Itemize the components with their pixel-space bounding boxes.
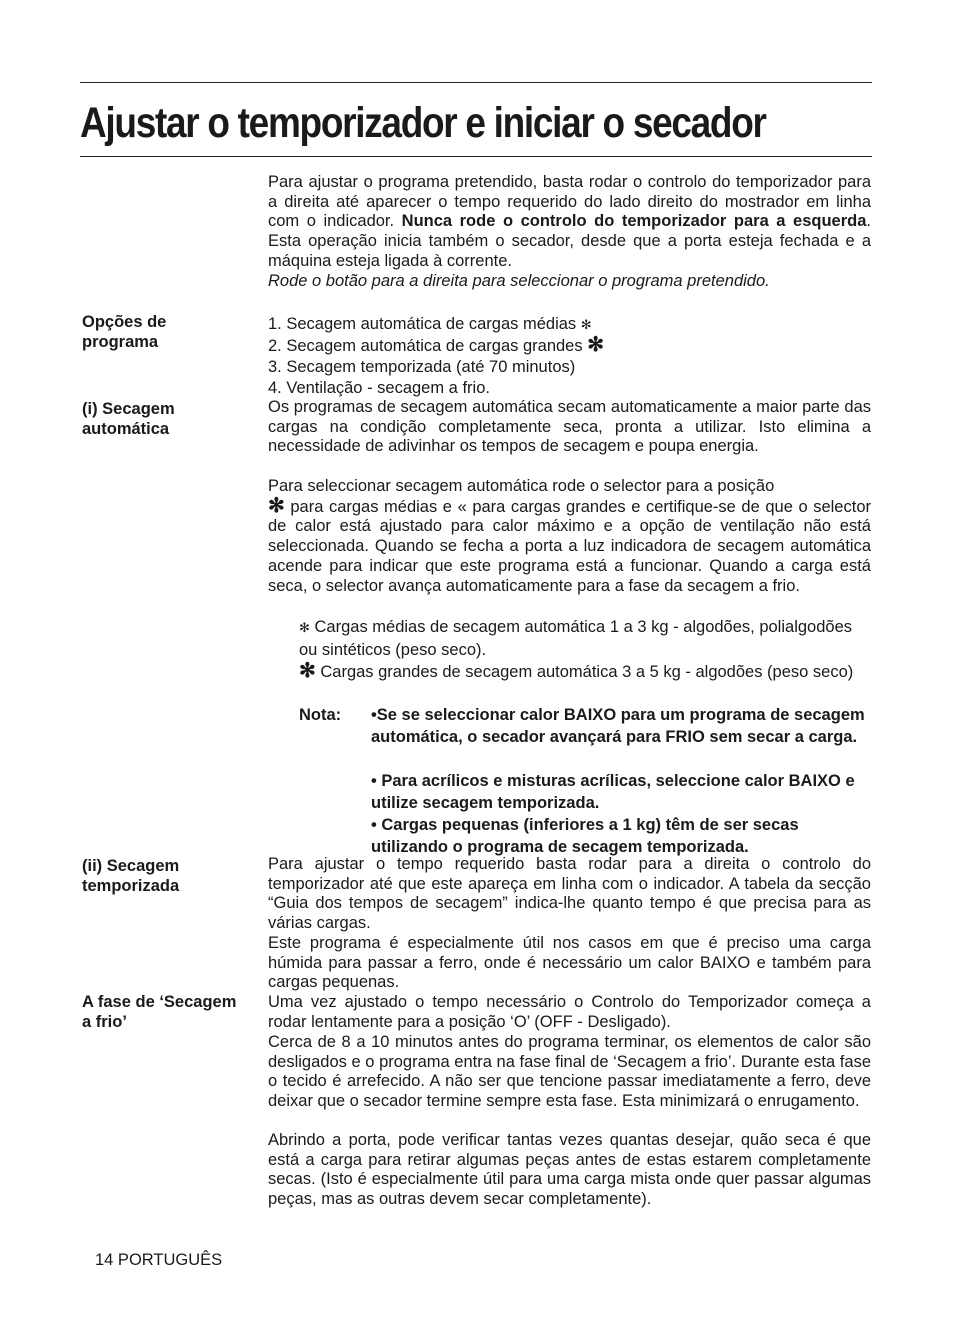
- large-load-icon: ✻: [587, 334, 604, 356]
- auto-paragraph-2: Para seleccionar secagem automática rode o selector para a posição ✻ para cargas médias e « para cargas grandes e certifique-se de que o selector de calor está ajustado para calor máximo e a opção de ventilação não está seleccionada. Quando se fecha a porta a luz indicadora de secagem automática acende para indicar que este programa está a funcionar. Quando a carga está seca, o selector avança automaticamente para a fase da secagem a frio.: [268, 477, 871, 595]
- page-title: Ajustar o temporizador e iniciar o secador: [80, 99, 766, 147]
- medium-load-icon: ✻: [299, 620, 310, 635]
- intro-text-2: . Esta operação inicia também o secador, desde que a porta esteja fechada e a máquina esteja ligada à corrente.: [268, 212, 871, 270]
- section-label-opcoes: Opções de programa: [82, 313, 167, 351]
- intro-warning: Nunca rode o controlo do temporizador para a esquerda: [401, 212, 867, 231]
- section-label-frio: A fase de ‘Secagem a frio’: [82, 993, 237, 1031]
- title-underline: [80, 156, 872, 157]
- page-footer: 14 PORTUGUÊS: [95, 1251, 223, 1269]
- top-rule: [80, 82, 872, 83]
- frio-paragraph-2: Cerca de 8 a 10 minutos antes do programa terminar, os elementos de calor são desligados e o programa entra na fase final de ‘Secagem a frio’. Durante esta fase o tecido é arrefecido. A não ser que tencione passar imediatamente a ferro, deve deixar que o secador termine sempre esta fase. Esta minimizará o enrugamento.: [268, 1033, 871, 1111]
- intro-italic-note: Rode o botão para a direita para seleccionar o programa pretendido.: [268, 271, 770, 290]
- option-2: 2. Secagem automática de cargas grandes ✻: [268, 334, 604, 356]
- option-3: 3. Secagem temporizada (até 70 minutos): [268, 358, 576, 376]
- section-label-auto: (i) Secagem automática: [82, 400, 175, 438]
- temp-paragraph-2: Este programa é especialmente útil nos casos em que é preciso uma carga húmida para passar a ferro, onde é necessário um calor BAIXO e também para cargas pequenas.: [268, 934, 871, 992]
- frio-paragraph-3: Abrindo a porta, pode verificar tantas vezes quantas desejar, quão seca é que está a carga para retirar algumas peças antes de estas estarem completamente secas. (Isto é especialmente útil para uma carga mista onde quer passar algumas peças, mas as outras devem secar completamente).: [268, 1131, 871, 1209]
- auto-paragraph-1: Os programas de secagem automática secam automaticamente a maior parte das cargas na condição completamente seca, pronta a utilizar. Isto elimina a necessidade de adivinhar os tempos de secagem e poupa energia.: [268, 398, 871, 456]
- intro-text-1: Para ajustar o programa pretendido, basta rodar o controlo do temporizador para a direita até aparecer o tempo requerido do lado direito do mostrador em linha com o indicador.: [268, 173, 871, 231]
- nota-item-3: • Cargas pequenas (inferiores a 1 kg) têm de ser secas utilizando o programa de secagem temporizada.: [371, 816, 799, 856]
- medium-load-icon: ✻: [580, 317, 592, 332]
- option-1: 1. Secagem automática de cargas médias ✻: [268, 315, 592, 333]
- large-load-note: ✻ Cargas grandes de secagem automática 3 a 5 kg - algodões (peso seco): [299, 660, 854, 682]
- temp-paragraph-1: Para ajustar o tempo requerido basta rodar para a direita o controlo do temporizador até que este apareça em linha com o indicador. A tabela da secção “Guia dos tempos de secagem” indica-lhe quanto tempo é que precisa para as várias cargas.: [268, 855, 871, 933]
- nota-label: Nota:: [299, 706, 342, 724]
- frio-paragraph-1: Uma vez ajustado o tempo necessário o Controlo do Temporizador começa a rodar lentamente para a posição ‘O’ (OFF - Desligado).: [268, 993, 871, 1031]
- option-4: 4. Ventilação - secagem a frio.: [268, 379, 490, 397]
- section-label-temp: (ii) Secagem temporizada: [82, 857, 180, 895]
- nota-item-1: •Se se seleccionar calor BAIXO para um programa de secagem automática, o secador avançará para FRIO sem secar a carga.: [371, 706, 865, 746]
- large-load-icon: ✻: [268, 494, 285, 517]
- large-load-icon: ✻: [299, 660, 316, 682]
- intro-paragraph: [268, 173, 871, 291]
- nota-item-2: • Para acrílicos e misturas acrílicas, seleccione calor BAIXO e utilize secagem temporizada.: [371, 772, 855, 812]
- medium-load-note: ✻ Cargas médias de secagem automática 1 a 3 kg - algodões, polialgodões ou sintéticos (peso seco).: [299, 618, 852, 659]
